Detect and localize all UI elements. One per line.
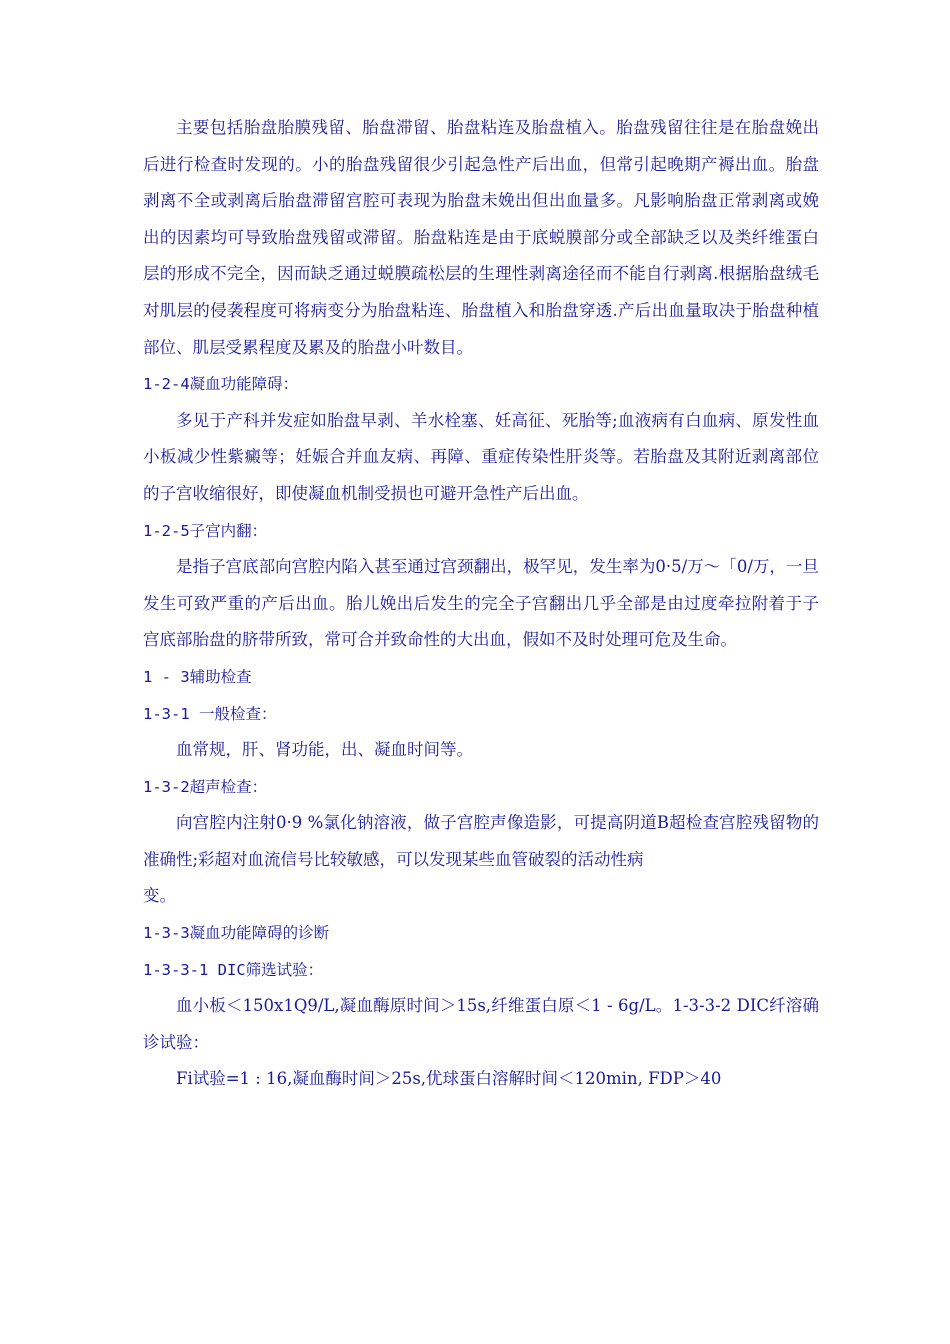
heading-1-2-4: 1-2-4凝血功能障碍： — [143, 375, 299, 394]
paragraph-coagulation-disorder: 多见于产科并发症如胎盘早剥、羊水栓塞、妊高征、死胎等;血液病有白血病、原发性血小板减少性紫癜等；妊娠合并血友病、再障、重症传染性肝炎等。若胎盘及其附近剥离部位的子宫收缩很好，即使凝血机制受损也可避开急性产后出血。 — [143, 410, 819, 503]
heading-1-3: 1 - 3辅助检查 — [143, 667, 252, 686]
paragraph-dic-confirm: Fi试验=1 : 16,凝血酶时间＞25s,优球蛋白溶解时间＜120min, FDP＞40 — [176, 1069, 722, 1089]
heading-1-2-5: 1-2-5子宫内翻： — [143, 521, 268, 540]
heading-1-3-2: 1-3-2超声检查： — [143, 777, 268, 796]
document-body — [143, 110, 819, 1098]
heading-1-3-3: 1-3-3凝血功能障碍的诊断 — [143, 924, 330, 943]
heading-1-3-1: 1-3-1 一般检查： — [143, 704, 277, 723]
heading-1-3-3-1: 1-3-3-1 DIC筛选试验： — [143, 960, 324, 979]
paragraph-general-exam: 血常规，肝、肾功能，出、凝血时间等。 — [176, 740, 473, 760]
paragraph-placenta-retention: 主要包括胎盘胎膜残留、胎盘滞留、胎盘粘连及胎盘植入。胎盘残留往往是在胎盘娩出后进行检查时发现的。小的胎盘残留很少引起急性产后出血，但常引起晚期产褥出血。胎盘剥离不全或剥离后胎盘滞留宫腔可表现为胎盘未娩出但出血量多。凡影响胎盘正常剥离或娩出的因素均可导致胎盘残留或滞留。胎盘粘连是由于底蜕膜部分或全部缺乏以及类纤维蛋白层的形成不完全，因而缺乏通过蜕膜疏松层的生理性剥离途径而不能自行剥离.根据胎盘绒毛对肌层的侵袭程度可将病变分为胎盘粘连、胎盘植入和胎盘穿透.产后出血量取决于胎盘种植部位、肌层受累程度及累及的胎盘小叶数目。 — [143, 118, 819, 357]
paragraph-uterine-inversion: 是指子宫底部向宫腔内陷入甚至通过宫颈翻出，极罕见，发生率为0·5/万〜「0/万，一旦发生可致严重的产后出血。胎儿娩出后发生的完全子宫翻出几乎全部是由过度牵拉附着于子宫底部胎盘的脐带所致，常可合并致命性的大出血，假如不及时处理可危及生命。 — [143, 557, 819, 650]
paragraph-ultrasound-exam-end: 变。 — [143, 886, 176, 906]
paragraph-dic-screening: 血小板＜150x1Q9/L,凝血酶原时间＞15s,纤维蛋白原＜1 - 6g/L。1-3-3-2 DIC纤溶确诊试验： — [143, 996, 819, 1052]
paragraph-ultrasound-exam: 向宫腔内注射0·9 %氯化钠溶液，做子宫腔声像造影，可提高阴道B超检查宫腔残留物的准确性;彩超对血流信号比较敏感，可以发现某些血管破裂的活动性病 — [143, 813, 819, 869]
